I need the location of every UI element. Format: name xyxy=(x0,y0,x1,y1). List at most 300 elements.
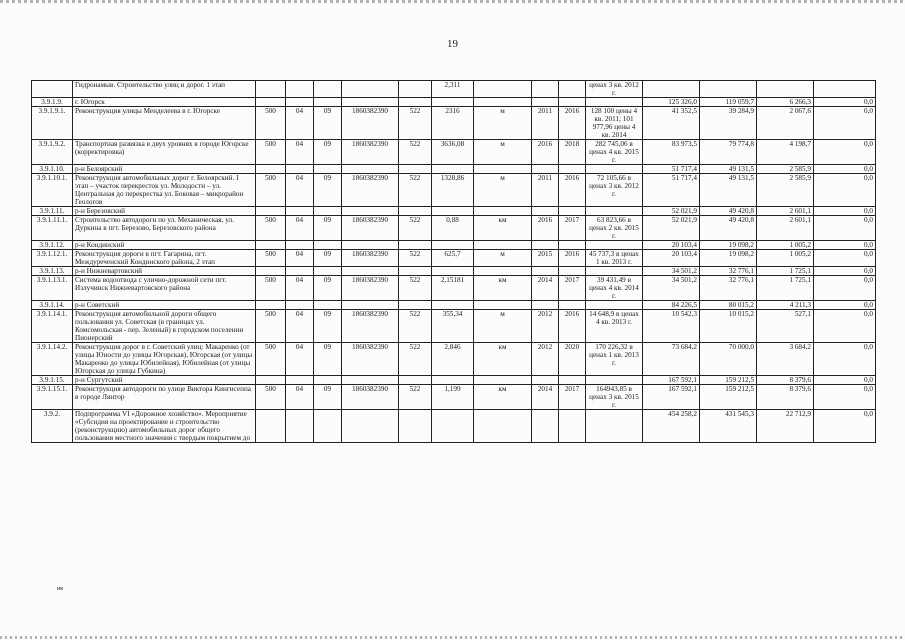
table-row xyxy=(32,140,876,165)
cell-regional-budget xyxy=(700,81,757,98)
page-number: 19 xyxy=(447,38,458,50)
cell-capacity: 2,311 xyxy=(432,81,474,98)
cell-total: 20 103,4 xyxy=(643,250,700,267)
cell-end-year: 2018 xyxy=(559,140,586,165)
table-row xyxy=(32,385,876,410)
cell-target-article xyxy=(342,267,399,276)
cell-total: 52 021,9 xyxy=(643,216,700,241)
cell-total: 167 592,1 xyxy=(643,376,700,385)
cell-ministry: 500 xyxy=(256,310,286,343)
cell-start-year: 2012 xyxy=(532,343,559,376)
cell-subsection xyxy=(314,165,342,174)
cell-unit: м xyxy=(474,250,532,267)
cell-regional-budget: 19 098,2 xyxy=(700,250,757,267)
cell-target-article: 1860382390 xyxy=(342,174,399,207)
cell-ministry: 500 xyxy=(256,276,286,301)
cell-other-sources: 0,0 xyxy=(814,385,876,410)
cell-subsection xyxy=(314,267,342,276)
cell-capacity: 1328,86 xyxy=(432,174,474,207)
cell-name: Транспортная развязка в двух уровнях в городе Югорске (корректировка) xyxy=(73,140,256,165)
cell-estimate-cost: 63 823,66 в ценах 2 кв. 2015 г. xyxy=(586,216,643,241)
cell-local-budget: 2 601,1 xyxy=(757,207,814,216)
cell-section: 04 xyxy=(286,140,314,165)
cell-estimate-cost xyxy=(586,410,643,443)
cell-capacity: 2316 xyxy=(432,107,474,140)
cell-name: Реконструкция автомобильной дороги общего пользования ул. Советская (в границах ул. Комсомольская - пер. Зеленый) в городском поселении Пионерский xyxy=(73,310,256,343)
table-row xyxy=(32,165,876,174)
cell-name: р-н Белоярский xyxy=(73,165,256,174)
cell-target-article xyxy=(342,301,399,310)
cell-section xyxy=(286,165,314,174)
cell-ministry: 500 xyxy=(256,140,286,165)
cell-capacity xyxy=(432,207,474,216)
cell-subsection: 09 xyxy=(314,250,342,267)
cell-code: 3.9.1.12. xyxy=(32,241,73,250)
cell-start-year xyxy=(532,98,559,107)
cell-start-year xyxy=(532,81,559,98)
cell-regional-budget: 159 212,5 xyxy=(700,385,757,410)
cell-capacity xyxy=(432,301,474,310)
cell-target-article xyxy=(342,207,399,216)
cell-total: 20 103,4 xyxy=(643,241,700,250)
cell-total: 454 258,2 xyxy=(643,410,700,443)
cell-name: Гидронамыв. Строительство улиц и дорог. 1 этап xyxy=(73,81,256,98)
cell-local-budget: 1 725,1 xyxy=(757,267,814,276)
cell-code: 3.9.1.9. xyxy=(32,98,73,107)
cell-subsection xyxy=(314,376,342,385)
cell-local-budget: 2 601,1 xyxy=(757,216,814,241)
cell-expense-type xyxy=(399,81,432,98)
cell-end-year: 2020 xyxy=(559,343,586,376)
cell-regional-budget: 49 131,5 xyxy=(700,174,757,207)
cell-expense-type xyxy=(399,267,432,276)
cell-local-budget: 6 266,3 xyxy=(757,98,814,107)
cell-subsection xyxy=(314,241,342,250)
cell-total: 84 226,5 xyxy=(643,301,700,310)
cell-estimate-cost: 45 737,3 в ценах 1 кв. 2013 г. xyxy=(586,250,643,267)
cell-estimate-cost xyxy=(586,207,643,216)
cell-start-year xyxy=(532,267,559,276)
cell-end-year xyxy=(559,301,586,310)
cell-section xyxy=(286,207,314,216)
cell-name: Строительство автодороги по ул. Механическая, ул. Дуркина в пгт. Березово, Березовского района xyxy=(73,216,256,241)
table-body xyxy=(32,81,876,443)
cell-start-year: 2014 xyxy=(532,276,559,301)
cell-unit: м xyxy=(474,140,532,165)
cell-ministry: 500 xyxy=(256,174,286,207)
cell-expense-type: 522 xyxy=(399,310,432,343)
cell-unit xyxy=(474,301,532,310)
cell-capacity xyxy=(432,98,474,107)
cell-target-article xyxy=(342,165,399,174)
cell-section xyxy=(286,376,314,385)
cell-subsection: 09 xyxy=(314,107,342,140)
table-row xyxy=(32,250,876,267)
cell-ministry: 500 xyxy=(256,216,286,241)
cell-capacity: 625,7 xyxy=(432,250,474,267)
cell-start-year xyxy=(532,410,559,443)
cell-total: 10 542,3 xyxy=(643,310,700,343)
cell-regional-budget: 32 776,1 xyxy=(700,276,757,301)
cell-total: 34 501,2 xyxy=(643,276,700,301)
cell-code: 3.9.1.14.1. xyxy=(32,310,73,343)
table-row xyxy=(32,276,876,301)
cell-local-budget xyxy=(757,81,814,98)
cell-capacity xyxy=(432,241,474,250)
cell-estimate-cost: 39 431,49 в ценах 4 кв. 2014 г. xyxy=(586,276,643,301)
cell-estimate-cost xyxy=(586,165,643,174)
cell-expense-type xyxy=(399,301,432,310)
cell-code: 3.9.1.13.1. xyxy=(32,276,73,301)
cell-code: 3.9.1.13. xyxy=(32,267,73,276)
cell-code: 3.9.1.11.1. xyxy=(32,216,73,241)
cell-regional-budget: 10 015,2 xyxy=(700,310,757,343)
cell-target-article: 1860382390 xyxy=(342,250,399,267)
table-row xyxy=(32,207,876,216)
cell-name: р-н Советский xyxy=(73,301,256,310)
cell-section: 04 xyxy=(286,385,314,410)
cell-code: 3.9.1.14. xyxy=(32,301,73,310)
cell-local-budget: 527,1 xyxy=(757,310,814,343)
cell-start-year: 2012 xyxy=(532,310,559,343)
cell-unit xyxy=(474,267,532,276)
cell-other-sources: 0,0 xyxy=(814,98,876,107)
cell-other-sources: 0,0 xyxy=(814,140,876,165)
cell-subsection: 09 xyxy=(314,140,342,165)
cell-unit xyxy=(474,81,532,98)
cell-start-year: 2011 xyxy=(532,107,559,140)
cell-expense-type: 522 xyxy=(399,174,432,207)
cell-regional-budget: 70 000,0 xyxy=(700,343,757,376)
cell-code: 3.9.1.10. xyxy=(32,165,73,174)
cell-expense-type xyxy=(399,410,432,443)
table-row xyxy=(32,376,876,385)
cell-ministry xyxy=(256,207,286,216)
table-row xyxy=(32,98,876,107)
table-row xyxy=(32,410,876,443)
cell-expense-type xyxy=(399,207,432,216)
cell-section: 04 xyxy=(286,276,314,301)
cell-expense-type xyxy=(399,376,432,385)
cell-estimate-cost xyxy=(586,241,643,250)
cell-local-budget: 1 005,2 xyxy=(757,241,814,250)
cell-ministry: 500 xyxy=(256,250,286,267)
cell-total: 125 326,0 xyxy=(643,98,700,107)
cell-name: Реконструкция улицы Менделеева в г. Югорске xyxy=(73,107,256,140)
cell-capacity: 355,34 xyxy=(432,310,474,343)
cell-end-year: 2016 xyxy=(559,174,586,207)
cell-other-sources: 0,0 xyxy=(814,310,876,343)
cell-end-year: 2017 xyxy=(559,216,586,241)
cell-ministry: 500 xyxy=(256,107,286,140)
cell-capacity xyxy=(432,267,474,276)
cell-code: 3.9.1.9.1. xyxy=(32,107,73,140)
cell-capacity: 1,199 xyxy=(432,385,474,410)
table-row xyxy=(32,310,876,343)
cell-name: г. Югорск xyxy=(73,98,256,107)
cell-end-year xyxy=(559,207,586,216)
cell-subsection xyxy=(314,207,342,216)
cell-target-article: 1860382390 xyxy=(342,343,399,376)
cell-ministry xyxy=(256,301,286,310)
cell-regional-budget: 431 545,3 xyxy=(700,410,757,443)
budget-table xyxy=(31,80,876,443)
cell-local-budget: 22 712,9 xyxy=(757,410,814,443)
cell-regional-budget: 159 212,5 xyxy=(700,376,757,385)
cell-other-sources: 0,0 xyxy=(814,165,876,174)
cell-section xyxy=(286,241,314,250)
cell-regional-budget: 19 098,2 xyxy=(700,241,757,250)
cell-local-budget: 2 585,9 xyxy=(757,165,814,174)
cell-name: Система водоотвода с улично-дорожной сети пгт. Излучинск Нижневартовского района xyxy=(73,276,256,301)
cell-estimate-cost: 164943,85 в ценах 3 кв. 2015 г. xyxy=(586,385,643,410)
cell-name: р-н Сургутский xyxy=(73,376,256,385)
cell-code: 3.9.2. xyxy=(32,410,73,443)
cell-section xyxy=(286,81,314,98)
cell-other-sources: 0,0 xyxy=(814,276,876,301)
cell-ministry xyxy=(256,376,286,385)
cell-regional-budget: 49 131,5 xyxy=(700,165,757,174)
table-row xyxy=(32,267,876,276)
cell-ministry xyxy=(256,81,286,98)
cell-regional-budget: 119 059,7 xyxy=(700,98,757,107)
cell-section xyxy=(286,410,314,443)
cell-unit xyxy=(474,165,532,174)
footer-note: ив xyxy=(57,586,64,592)
cell-section xyxy=(286,98,314,107)
cell-section: 04 xyxy=(286,216,314,241)
cell-unit xyxy=(474,98,532,107)
cell-expense-type xyxy=(399,165,432,174)
cell-unit xyxy=(474,207,532,216)
cell-end-year xyxy=(559,410,586,443)
cell-subsection: 09 xyxy=(314,216,342,241)
cell-code: 3.9.1.14.2. xyxy=(32,343,73,376)
cell-unit: км xyxy=(474,216,532,241)
cell-regional-budget: 80 015,2 xyxy=(700,301,757,310)
cell-section: 04 xyxy=(286,174,314,207)
cell-unit: м xyxy=(474,107,532,140)
cell-estimate-cost: 282 745,06 в ценах 4 кв. 2015 г. xyxy=(586,140,643,165)
cell-code: 3.9.1.9.2. xyxy=(32,140,73,165)
cell-name: р-н Нижневартовский xyxy=(73,267,256,276)
cell-target-article: 1860382390 xyxy=(342,385,399,410)
cell-code: 3.9.1.10.1. xyxy=(32,174,73,207)
cell-local-budget: 3 684,2 xyxy=(757,343,814,376)
cell-estimate-cost: 14 648,9 в ценах 4 кв. 2013 г. xyxy=(586,310,643,343)
cell-estimate-cost: 128 100 цены 4 кв. 2011; 101 977,96 цены 4 кв. 2014 xyxy=(586,107,643,140)
cell-target-article xyxy=(342,410,399,443)
cell-estimate-cost: 72 105,66 в ценах 3 кв. 2012 г. xyxy=(586,174,643,207)
table-row xyxy=(32,241,876,250)
cell-ministry xyxy=(256,241,286,250)
cell-estimate-cost xyxy=(586,301,643,310)
cell-unit: м xyxy=(474,174,532,207)
cell-unit: км xyxy=(474,385,532,410)
cell-total: 52 021,9 xyxy=(643,207,700,216)
cell-subsection xyxy=(314,81,342,98)
cell-section: 04 xyxy=(286,310,314,343)
cell-capacity: 3636,08 xyxy=(432,140,474,165)
cell-name: Реконструкция дорог в г. Советский улиц: Макаренко (от улицы Юности до улицы Югорская), Югорская (от улицы Макаренко до улицы Юбилейная), Юбилейная (от улицы Югорская до улицы Губкина) xyxy=(73,343,256,376)
cell-local-budget: 2 067,6 xyxy=(757,107,814,140)
cell-regional-budget: 32 776,1 xyxy=(700,267,757,276)
cell-target-article: 1860382390 xyxy=(342,310,399,343)
cell-end-year: 2016 xyxy=(559,250,586,267)
cell-target-article xyxy=(342,98,399,107)
cell-expense-type: 522 xyxy=(399,343,432,376)
cell-expense-type: 522 xyxy=(399,107,432,140)
cell-end-year xyxy=(559,165,586,174)
cell-other-sources: 0,0 xyxy=(814,343,876,376)
cell-end-year: 2017 xyxy=(559,385,586,410)
cell-other-sources: 0,0 xyxy=(814,267,876,276)
cell-capacity: 2,846 xyxy=(432,343,474,376)
cell-local-budget: 8 379,6 xyxy=(757,376,814,385)
cell-name: р-н Кондинский xyxy=(73,241,256,250)
cell-start-year xyxy=(532,301,559,310)
cell-capacity: 2,15181 xyxy=(432,276,474,301)
cell-local-budget: 1 725,1 xyxy=(757,276,814,301)
cell-name: Подпрограмма VI «Дорожное хозяйство». Мероприятие «Субсидия на проектирование и строительство (реконструкцию) автомобильных дорог общего пользования местного значения с твердым покрытием до xyxy=(73,410,256,443)
cell-ministry xyxy=(256,165,286,174)
cell-local-budget: 4 198,7 xyxy=(757,140,814,165)
cell-other-sources: 0,0 xyxy=(814,207,876,216)
cell-total xyxy=(643,81,700,98)
cell-total: 34 501,2 xyxy=(643,267,700,276)
cell-estimate-cost xyxy=(586,98,643,107)
cell-subsection: 09 xyxy=(314,343,342,376)
cell-section xyxy=(286,301,314,310)
cell-start-year: 2011 xyxy=(532,174,559,207)
cell-ministry: 500 xyxy=(256,385,286,410)
table-row xyxy=(32,301,876,310)
cell-local-budget: 8 379,6 xyxy=(757,385,814,410)
cell-name: Реконструкция автодороги по улице Виктора Кингисеппа в городе Лянтор xyxy=(73,385,256,410)
cell-end-year xyxy=(559,267,586,276)
cell-target-article xyxy=(342,241,399,250)
cell-subsection xyxy=(314,410,342,443)
cell-name: Реконструкция автомобильных дорог г. Белоярский. I этап – участок перекресток ул. Молодости – ул. Центральная до перекрестка ул. Боковая – микрорайон Геологов xyxy=(73,174,256,207)
cell-start-year: 2016 xyxy=(532,216,559,241)
cell-ministry xyxy=(256,267,286,276)
cell-expense-type xyxy=(399,98,432,107)
cell-estimate-cost: 170 226,32 в ценах 1 кв. 2013 г. xyxy=(586,343,643,376)
cell-expense-type: 522 xyxy=(399,140,432,165)
cell-end-year: 2016 xyxy=(559,310,586,343)
cell-unit: км xyxy=(474,276,532,301)
cell-regional-budget: 39 284,9 xyxy=(700,107,757,140)
cell-total: 73 684,2 xyxy=(643,343,700,376)
cell-end-year xyxy=(559,376,586,385)
cell-other-sources xyxy=(814,81,876,98)
cell-ministry xyxy=(256,98,286,107)
cell-name: р-н Березовский xyxy=(73,207,256,216)
cell-estimate-cost xyxy=(586,376,643,385)
cell-end-year: 2017 xyxy=(559,276,586,301)
cell-start-year: 2015 xyxy=(532,250,559,267)
cell-end-year xyxy=(559,81,586,98)
cell-ministry: 500 xyxy=(256,343,286,376)
cell-name: Реконструкция дороги в пгт. Гагарина, пгт. Междуреченский Кондинского района, 2 этап xyxy=(73,250,256,267)
cell-capacity xyxy=(432,165,474,174)
cell-target-article: 1860382390 xyxy=(342,216,399,241)
cell-local-budget: 1 005,2 xyxy=(757,250,814,267)
cell-estimate-cost: ценах 3 кв. 2012 г. xyxy=(586,81,643,98)
cell-section xyxy=(286,267,314,276)
cell-local-budget: 4 211,3 xyxy=(757,301,814,310)
cell-code: 3.9.1.11. xyxy=(32,207,73,216)
cell-local-budget: 2 585,9 xyxy=(757,174,814,207)
cell-end-year xyxy=(559,241,586,250)
cell-subsection: 09 xyxy=(314,276,342,301)
table-row xyxy=(32,343,876,376)
cell-code xyxy=(32,81,73,98)
cell-target-article: 1860382390 xyxy=(342,140,399,165)
cell-other-sources: 0,0 xyxy=(814,376,876,385)
table-row xyxy=(32,81,876,98)
cell-subsection xyxy=(314,98,342,107)
cell-start-year: 2014 xyxy=(532,385,559,410)
cell-estimate-cost xyxy=(586,267,643,276)
cell-other-sources: 0,0 xyxy=(814,410,876,443)
cell-expense-type: 522 xyxy=(399,216,432,241)
cell-expense-type xyxy=(399,241,432,250)
cell-unit xyxy=(474,410,532,443)
cell-start-year: 2016 xyxy=(532,140,559,165)
cell-other-sources: 0,0 xyxy=(814,107,876,140)
cell-capacity xyxy=(432,376,474,385)
cell-end-year xyxy=(559,98,586,107)
cell-regional-budget: 79 774,8 xyxy=(700,140,757,165)
table-row xyxy=(32,107,876,140)
cell-total: 41 352,5 xyxy=(643,107,700,140)
cell-target-article: 1860382390 xyxy=(342,276,399,301)
cell-other-sources: 0,0 xyxy=(814,241,876,250)
cell-section: 04 xyxy=(286,107,314,140)
cell-section: 04 xyxy=(286,250,314,267)
cell-unit: км xyxy=(474,343,532,376)
scan-edge-bottom xyxy=(0,636,905,639)
cell-subsection: 09 xyxy=(314,174,342,207)
cell-subsection xyxy=(314,301,342,310)
cell-expense-type: 522 xyxy=(399,385,432,410)
cell-capacity: 0,88 xyxy=(432,216,474,241)
cell-target-article: 1860382390 xyxy=(342,107,399,140)
cell-other-sources: 0,0 xyxy=(814,216,876,241)
cell-unit xyxy=(474,376,532,385)
cell-target-article xyxy=(342,376,399,385)
cell-target-article xyxy=(342,81,399,98)
cell-start-year xyxy=(532,241,559,250)
cell-regional-budget: 49 420,8 xyxy=(700,216,757,241)
cell-unit: м xyxy=(474,310,532,343)
cell-start-year xyxy=(532,376,559,385)
cell-capacity xyxy=(432,410,474,443)
cell-total: 167 592,1 xyxy=(643,385,700,410)
cell-total: 51 717,4 xyxy=(643,165,700,174)
cell-total: 83 973,5 xyxy=(643,140,700,165)
cell-subsection: 09 xyxy=(314,310,342,343)
cell-section: 04 xyxy=(286,343,314,376)
cell-expense-type: 522 xyxy=(399,250,432,267)
cell-other-sources: 0,0 xyxy=(814,174,876,207)
cell-code: 3.9.1.15. xyxy=(32,376,73,385)
cell-other-sources: 0,0 xyxy=(814,250,876,267)
cell-total: 51 717,4 xyxy=(643,174,700,207)
cell-start-year xyxy=(532,207,559,216)
table-row xyxy=(32,174,876,207)
